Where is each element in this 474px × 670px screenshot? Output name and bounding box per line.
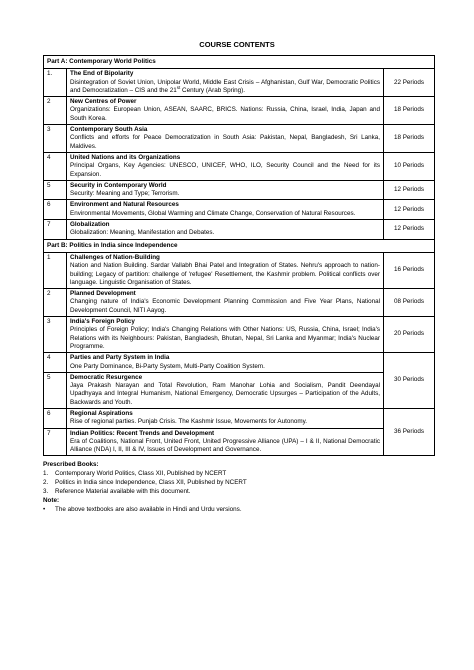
unit-number: 7 xyxy=(44,220,67,240)
unit-number: 3 xyxy=(44,125,67,153)
book-title: Politics in India since Independence, Class XII, Published by NCERT xyxy=(55,479,247,486)
bullet-icon: • xyxy=(43,506,46,513)
table-row xyxy=(44,180,435,200)
unit-number: 1. xyxy=(44,69,67,97)
unit-number: 5 xyxy=(44,372,67,408)
unit-content xyxy=(67,372,384,408)
unit-number: 2 xyxy=(44,97,67,125)
unit-periods: 18 Periods xyxy=(384,97,435,125)
unit-content xyxy=(67,408,384,428)
part-a-header-row xyxy=(44,56,435,69)
unit-heading: Contemporary South Asia xyxy=(70,126,148,134)
unit-heading: Indian Politics: Recent Trends and Development xyxy=(70,429,215,437)
unit-content xyxy=(67,152,384,180)
part-b-heading: Part B: Politics in India since Independence xyxy=(44,239,435,252)
unit-number: 4 xyxy=(44,353,67,373)
unit-number: 3 xyxy=(44,317,67,353)
unit-periods: 10 Periods xyxy=(384,152,435,180)
course-contents-table xyxy=(43,55,435,456)
unit-description: Era of Coalitions, National Front, United Front, United Progressive Alliance (UPA) – I & II, National Democratic Alliance (NDA) I, II, III & IV, Issues of Development and Governance. xyxy=(70,437,380,454)
unit-description: Organizations: European Union, ASEAN, SAARC, BRICS. Nations: Russia, China, Israel, India, Japan and South Korea. xyxy=(70,106,380,122)
unit-content xyxy=(67,428,384,456)
note-heading: Note: xyxy=(43,497,60,504)
part-b-header-row xyxy=(44,239,435,252)
unit-description: One Party Dominance, Bi-Party System, Multi-Party Coalition System. xyxy=(70,362,265,370)
book-title: Contemporary World Politics, Class XII, Published by NCERT xyxy=(55,470,227,477)
unit-periods: 36 Periods xyxy=(384,408,435,455)
unit-heading: The End of Bipolarity xyxy=(70,70,134,78)
table-row xyxy=(44,289,435,317)
unit-heading: United Nations and its Organizations xyxy=(70,153,181,161)
note-text: The above textbooks are also available in Hindi and Urdu versions. xyxy=(55,506,242,513)
unit-heading: Planned Development xyxy=(70,290,136,298)
unit-content xyxy=(67,97,384,125)
table-row xyxy=(44,152,435,180)
unit-content xyxy=(67,180,384,200)
list-number: 1. xyxy=(43,470,49,477)
unit-description: Jaya Prakash Narayan and Total Revolution, Ram Manohar Lohia and Socialism, Pandit Deendayal Upadhyaya and Integral Humanism, National Emergency, Democratic Upsurges – Participation of the Adults, Backwards and Youth. xyxy=(70,382,380,406)
unit-number: 7 xyxy=(44,428,67,456)
unit-description: Environmental Movements, Global Warming and Climate Change, Conservation of Natural Resources. xyxy=(70,209,356,217)
unit-description: Changing nature of India's Economic Development Planning Commission and Five Year Plans, National Development Council, NITI Aayog. xyxy=(70,298,380,314)
unit-content xyxy=(67,353,384,373)
unit-number: 6 xyxy=(44,408,67,428)
ordinal-suffix: st xyxy=(176,84,181,90)
unit-content xyxy=(67,289,384,317)
unit-content xyxy=(67,317,384,353)
page-title: COURSE CONTENTS xyxy=(199,40,275,49)
table-row xyxy=(44,428,435,456)
unit-periods: 12 Periods xyxy=(384,200,435,220)
table-row xyxy=(44,317,435,353)
unit-description: Rise of regional parties. Punjab Crisis. The Kashmir Issue, Movements for Autonomy. xyxy=(70,418,308,426)
unit-periods: 12 Periods xyxy=(384,220,435,240)
unit-description: Globalization: Meaning, Manifestation and Debates. xyxy=(70,229,215,237)
unit-heading: Globalization xyxy=(70,221,110,229)
unit-content xyxy=(67,69,384,97)
unit-periods: 12 Periods xyxy=(384,180,435,200)
table-row xyxy=(44,69,435,97)
unit-heading: Security in Contemporary World xyxy=(70,181,167,189)
unit-heading: Challenges of Nation-Building xyxy=(70,253,160,261)
list-item xyxy=(43,478,435,487)
unit-number: 6 xyxy=(44,200,67,220)
unit-number: 4 xyxy=(44,152,67,180)
list-item xyxy=(43,469,435,478)
unit-heading: Environment and Natural Resources xyxy=(70,201,179,209)
unit-description: Security: Meaning and Type; Terrorism. xyxy=(70,190,180,198)
unit-content xyxy=(67,200,384,220)
prescribed-books-heading: Prescribed Books: xyxy=(43,461,99,468)
unit-content xyxy=(67,125,384,153)
table-row xyxy=(44,252,435,288)
table-row xyxy=(44,372,435,408)
unit-content xyxy=(67,252,384,288)
table-row xyxy=(44,220,435,240)
unit-content xyxy=(67,220,384,240)
unit-number: 2 xyxy=(44,289,67,317)
unit-heading: Parties and Party System in India xyxy=(70,354,170,362)
unit-description: Disintegration of Soviet Union, Unipolar World, Middle East Crisis – Afghanistan, Gulf War, Democratic Politics and Democratization – CIS and the 21st Century (Arab Spring). xyxy=(70,78,380,94)
book-title: Reference Material available with this document. xyxy=(55,488,191,495)
unit-number: 5 xyxy=(44,180,67,200)
table-row xyxy=(44,200,435,220)
list-number: 2. xyxy=(43,479,49,486)
unit-periods: 30 Periods xyxy=(384,353,435,409)
unit-description: Principal Organs, Key Agencies: UNESCO, UNICEF, WHO, ILO, Security Council and the Need for its Expansion. xyxy=(70,162,380,178)
unit-periods: 20 Periods xyxy=(384,317,435,353)
unit-number: 1 xyxy=(44,252,67,288)
note-item xyxy=(43,505,435,514)
unit-description: Nation and Nation Building. Sardar Vallabh Bhai Patel and Integration of States. Nehru's approach to nation-building; Legacy of partition: challenge of 'refugee' Resettlement, the Kashmir problem. Political conflicts over language. Linguistic Organisation of States. xyxy=(70,262,380,286)
list-item xyxy=(43,487,435,496)
unit-periods: 08 Periods xyxy=(384,289,435,317)
unit-heading: Regional Aspirations xyxy=(70,409,133,417)
prescribed-books-section xyxy=(43,460,435,514)
unit-periods: 16 Periods xyxy=(384,252,435,288)
unit-heading: New Centres of Power xyxy=(70,98,137,106)
table-row xyxy=(44,125,435,153)
unit-description: Principles of Foreign Policy; India's Changing Relations with Other Nations: US, Russia, China, Israel; India's Relations with its Neighbours: Pakistan, Bangladesh, Bhutan, Nepal, Sri Lanka and Myanmar; India's Nuclear Programme. xyxy=(70,326,380,350)
unit-periods: 22 Periods xyxy=(384,69,435,97)
unit-periods: 18 Periods xyxy=(384,125,435,153)
table-row xyxy=(44,408,435,428)
unit-heading: Democratic Resurgence xyxy=(70,373,143,381)
table-row xyxy=(44,97,435,125)
list-number: 3. xyxy=(43,488,49,495)
part-a-heading: Part A: Contemporary World Politics xyxy=(44,56,435,69)
unit-heading: India's Foreign Policy xyxy=(70,318,135,326)
table-row xyxy=(44,353,435,373)
unit-description: Conflicts and efforts for Peace Democratization in South Asia: Pakistan, Nepal, Bangladesh, Sri Lanka, Maldives. xyxy=(70,134,380,150)
